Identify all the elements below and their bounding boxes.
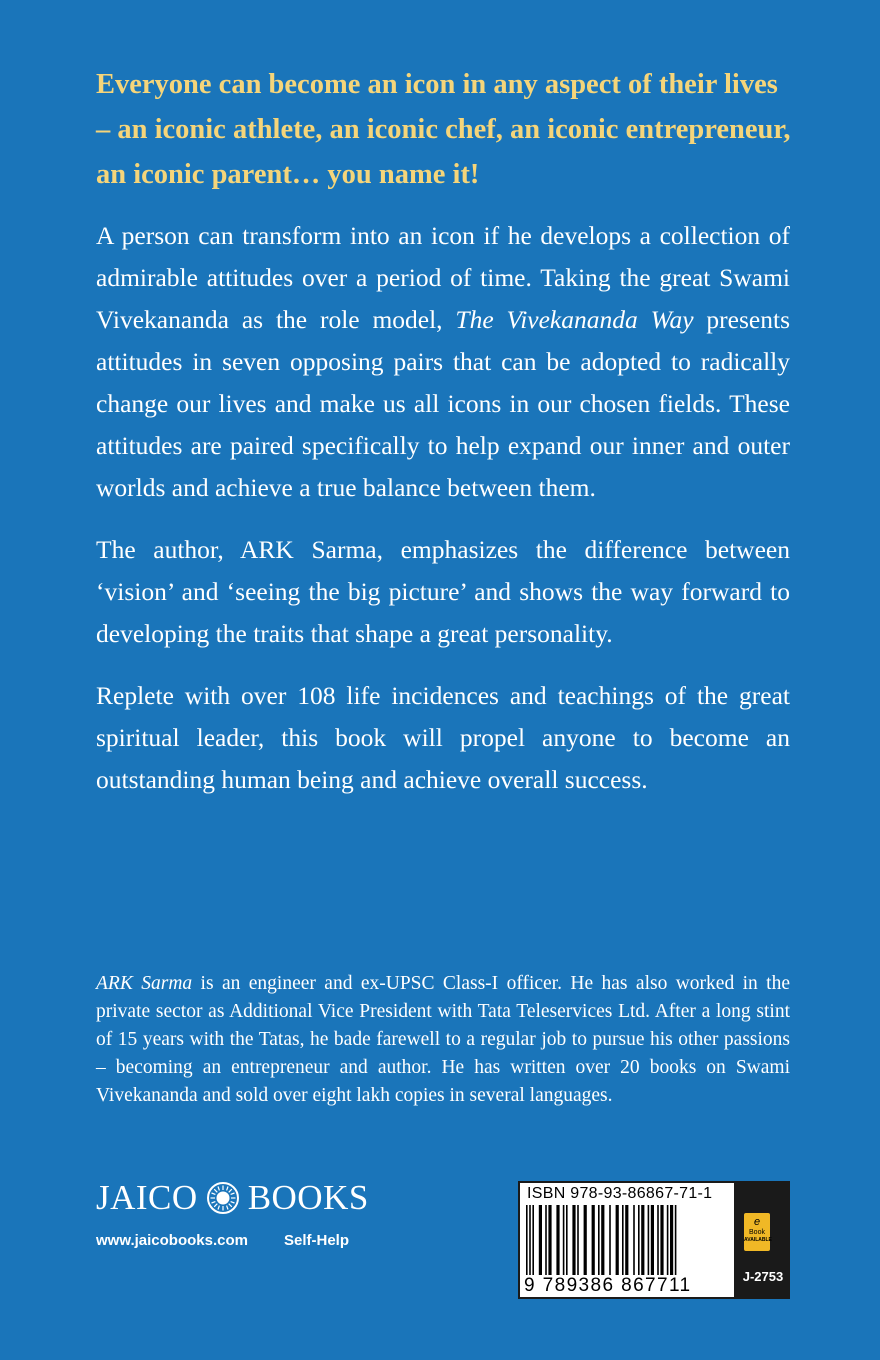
blurb-paragraph-3: Replete with over 108 life incidences and teachings of the great spiritual leader, this book will propel anyone to become an outstanding human being and achieve overall success. bbox=[96, 681, 790, 794]
barcode-bar bbox=[529, 1205, 531, 1275]
barcode-bar bbox=[532, 1205, 534, 1275]
book-category: Self-Help bbox=[283, 1232, 349, 1249]
publisher-name-right: BOOKS bbox=[247, 1178, 369, 1217]
barcode-bar bbox=[625, 1205, 628, 1275]
ebook-badge-book: Book bbox=[749, 1229, 765, 1236]
barcode-bar bbox=[601, 1205, 604, 1275]
tagline: Everyone can become an icon in any aspect of their lives – an iconic athlete, an iconic chef, an iconic entrepreneur, an iconic parent… you name it! bbox=[96, 69, 791, 190]
barcode-bar bbox=[667, 1205, 669, 1275]
isbn-label: ISBN 978-93-86867-71-1 bbox=[527, 1185, 713, 1202]
ebook-badge-available: AVAILABLE bbox=[744, 1237, 772, 1243]
barcode-bar bbox=[633, 1205, 635, 1275]
barcode-bars bbox=[524, 1205, 730, 1275]
barcode-bar bbox=[539, 1205, 542, 1275]
barcode-bar bbox=[622, 1205, 624, 1275]
barcode-bar bbox=[598, 1205, 600, 1275]
barcode-bar bbox=[638, 1205, 640, 1275]
author-bio bbox=[96, 970, 790, 1110]
barcode-area bbox=[520, 1183, 734, 1297]
barcode-bar bbox=[648, 1205, 650, 1275]
barcode-bar bbox=[545, 1205, 547, 1275]
barcode-bar bbox=[584, 1205, 587, 1275]
barcode-digits: 9 789386 867711 bbox=[524, 1275, 692, 1296]
blurb-paragraph-1 bbox=[96, 215, 790, 509]
barcode-bar bbox=[556, 1205, 559, 1275]
barcode-panel bbox=[518, 1181, 790, 1299]
barcode-bar bbox=[616, 1205, 619, 1275]
blurb-paragraph-2: The author, ARK Sarma, emphasizes the difference between ‘vision’ and ‘seeing the big picture’ and shows the way forward to developing the traits that shape a great personality. bbox=[96, 535, 790, 648]
blurb bbox=[96, 215, 790, 821]
publisher-logo bbox=[96, 1178, 396, 1218]
barcode-bar bbox=[670, 1205, 673, 1275]
author-name: ARK Sarma bbox=[96, 973, 193, 994]
barcode-bar bbox=[660, 1205, 663, 1275]
publisher-code: J-2753 bbox=[742, 1269, 784, 1284]
barcode-bar bbox=[566, 1205, 568, 1275]
ebook-available-badge bbox=[744, 1213, 770, 1251]
barcode-bar bbox=[577, 1205, 579, 1275]
blurb-p1-end: presents attitudes in seven opposing pairs that can be adopted to radically change our lives and make us all icons in our chosen fields. These attitudes are paired specifically to help expand our inner and outer worlds and achieve a true balance between them. bbox=[96, 305, 790, 502]
barcode-bar bbox=[548, 1205, 551, 1275]
publisher-footer bbox=[96, 1232, 396, 1249]
barcode-bar bbox=[657, 1205, 659, 1275]
ebook-badge-e: e bbox=[753, 1216, 761, 1228]
barcode-bar bbox=[609, 1205, 611, 1275]
barcode-bar bbox=[675, 1205, 677, 1275]
blurb-p1-start: A person can transform into an icon if he develops a collection of admirable attitudes over a period of time. Taking the great Swami Vivekananda as the role model, bbox=[96, 221, 790, 334]
barcode-bar bbox=[641, 1205, 644, 1275]
barcode-bar bbox=[592, 1205, 595, 1275]
barcode-bar bbox=[651, 1205, 654, 1275]
book-title: The Vivekananda Way bbox=[455, 305, 694, 334]
barcode-bar bbox=[572, 1205, 575, 1275]
barcode-bar bbox=[526, 1205, 528, 1275]
barcode-bar bbox=[563, 1205, 565, 1275]
author-bio-text: is an engineer and ex-UPSC Class-I officer. He has also worked in the private sector as Additional Vice President with Tata Teleservices Ltd. After a long stint of 15 years with the Tatas, he bade farewell to a regular job to pursue his other passions – becoming an entrepreneur and author. He has written over 20 books on Swami Vivekananda and sold over eight lakh copies in several languages. bbox=[96, 973, 790, 1106]
publisher-name-left: JAICO bbox=[96, 1178, 198, 1217]
jaico-sun-logo-icon bbox=[206, 1181, 240, 1215]
publisher-website: www.jaicobooks.com bbox=[96, 1232, 248, 1249]
